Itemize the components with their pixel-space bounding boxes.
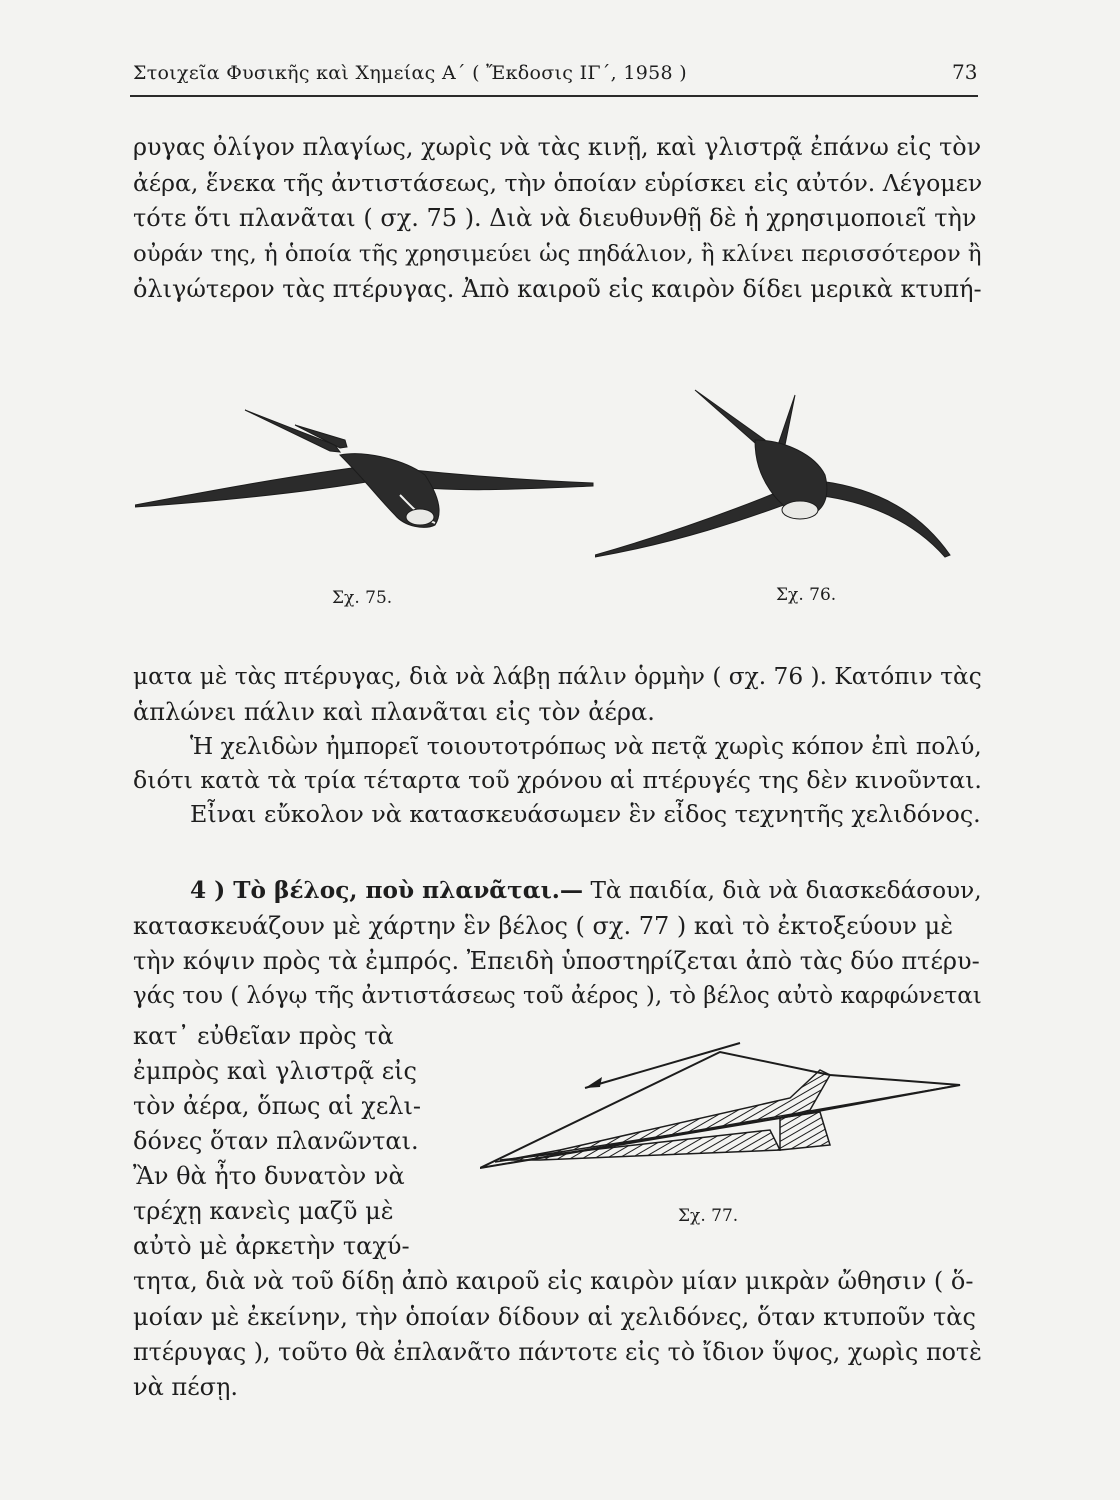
section-narrow-line: ἐμπρὸς καὶ γλιστρᾷ εἰς xyxy=(133,1057,417,1085)
section-line: γάς του ( λόγῳ τῆς ἀντιστάσεως τοῦ ἀέρος ), τὸ βέλος αὐτὸ καρφώνεται xyxy=(133,983,982,1009)
p1-line: ὀλιγώτερον τὰς πτέρυγας. Ἀπὸ καιροῦ εἰς καιρὸν δίδει μερικὰ κτυπή- xyxy=(133,275,982,303)
section-line: τὴν κόψιν πρὸς τὰ ἐμπρός. Ἐπειδὴ ὑποστηρίζεται ἀπὸ τὰς δύο πτέρυ- xyxy=(133,947,980,975)
section-final-line: μοίαν μὲ ἐκείνην, τὴν ὁποίαν δίδουν αἱ χελιδόνες, ὅταν κτυποῦν τὰς xyxy=(133,1303,976,1331)
p3-line: διότι κατὰ τὰ τρία τέταρτα τοῦ χρόνου αἱ πτέρυγές της δὲν κινοῦνται. xyxy=(133,766,982,794)
figure-75-caption: Σχ. 75. xyxy=(332,588,393,608)
section-narrow-line: αὐτὸ μὲ ἀρκετὴν ταχύ- xyxy=(133,1232,410,1260)
page-number: 73 xyxy=(952,60,978,84)
figure-77-caption: Σχ. 77. xyxy=(678,1206,739,1226)
p1-line: τότε ὅτι πλανᾶται ( σχ. 75 ). Διὰ νὰ διευθυνθῇ δὲ ἡ χρησιμοποιεῖ τὴν xyxy=(133,204,977,232)
section-first-line xyxy=(190,876,982,906)
p4-line: Εἶναι εὔκολον νὰ κατασκευάσωμεν ἓν εἶδος τεχνητῆς χελιδόνος. xyxy=(190,800,981,828)
paper-dart-illustration xyxy=(480,1030,975,1175)
p3-line: Ἡ χελιδὼν ἠμπορεῖ τοιουτοτρόπως νὰ πετᾷ χωρὶς κόπον ἐπὶ πολύ, xyxy=(190,732,982,760)
section-narrow-line: τρέχῃ κανεὶς μαζῦ μὲ xyxy=(133,1197,394,1225)
header-rule xyxy=(130,95,978,97)
p1-line: ἀέρα, ἕνεκα τῆς ἀντιστάσεως, τὴν ὁποίαν εὑρίσκει εἰς αὐτόν. Λέγομεν xyxy=(133,169,983,197)
section-heading: 4 ) Τὸ βέλος, ποὺ πλανᾶται.— xyxy=(190,877,584,904)
p1-line: ρυγας ὀλίγον πλαγίως, χωρὶς νὰ τὰς κινῇ, καὶ γλιστρᾷ ἐπάνω εἰς τὸν xyxy=(133,133,982,161)
section-narrow-line: Ἂν θὰ ἦτο δυνατὸν νὰ xyxy=(133,1162,405,1190)
figure-76-caption: Σχ. 76. xyxy=(776,585,837,605)
section-narrow-line: τὸν ἀέρα, ὅπως αἱ χελι- xyxy=(133,1092,421,1120)
swallow-gliding-illustration xyxy=(135,405,595,535)
running-header: Στοιχεῖα Φυσικῆς καὶ Χημείας Α΄ ( Ἔκδοσις ΙΓ΄, 1958 ) xyxy=(133,62,687,84)
p1-line: οὐράν της, ἡ ὁποία τῆς χρησιμεύει ὡς πηδάλιον, ἢ κλίνει περισσότερον ἢ xyxy=(133,241,982,267)
section-final-line: πτέρυγας ), τοῦτο θὰ ἐπλανᾶτο πάντοτε εἰς τὸ ἴδιον ὕψος, χωρὶς ποτὲ xyxy=(133,1338,982,1366)
section-final-line: νὰ πέσῃ. xyxy=(133,1373,239,1401)
section-narrow-line: δόνες ὅταν πλανῶνται. xyxy=(133,1127,419,1155)
p2-line: ματα μὲ τὰς πτέρυγας, διὰ νὰ λάβῃ πάλιν ὁρμὴν ( σχ. 76 ). Κατόπιν τὰς xyxy=(133,663,982,690)
p2-line: ἁπλώνει πάλιν καὶ πλανᾶται εἰς τὸν ἀέρα. xyxy=(133,698,655,726)
swallow-flapping-illustration xyxy=(595,385,960,565)
section-first-line-rest: Τὰ παιδία, διὰ νὰ διασκεδάσουν, xyxy=(590,877,982,904)
section-line: κατασκευάζουν μὲ χάρτην ἓν βέλος ( σχ. 77 ) καὶ τὸ ἐκτοξεύουν μὲ xyxy=(133,912,954,940)
section-final-line: τητα, διὰ νὰ τοῦ δίδῃ ἀπὸ καιροῦ εἰς καιρὸν μίαν μικρὰν ὤθησιν ( ὅ- xyxy=(133,1267,974,1295)
section-narrow-line: κατ᾽ εὐθεῖαν πρὸς τὰ xyxy=(133,1022,394,1050)
